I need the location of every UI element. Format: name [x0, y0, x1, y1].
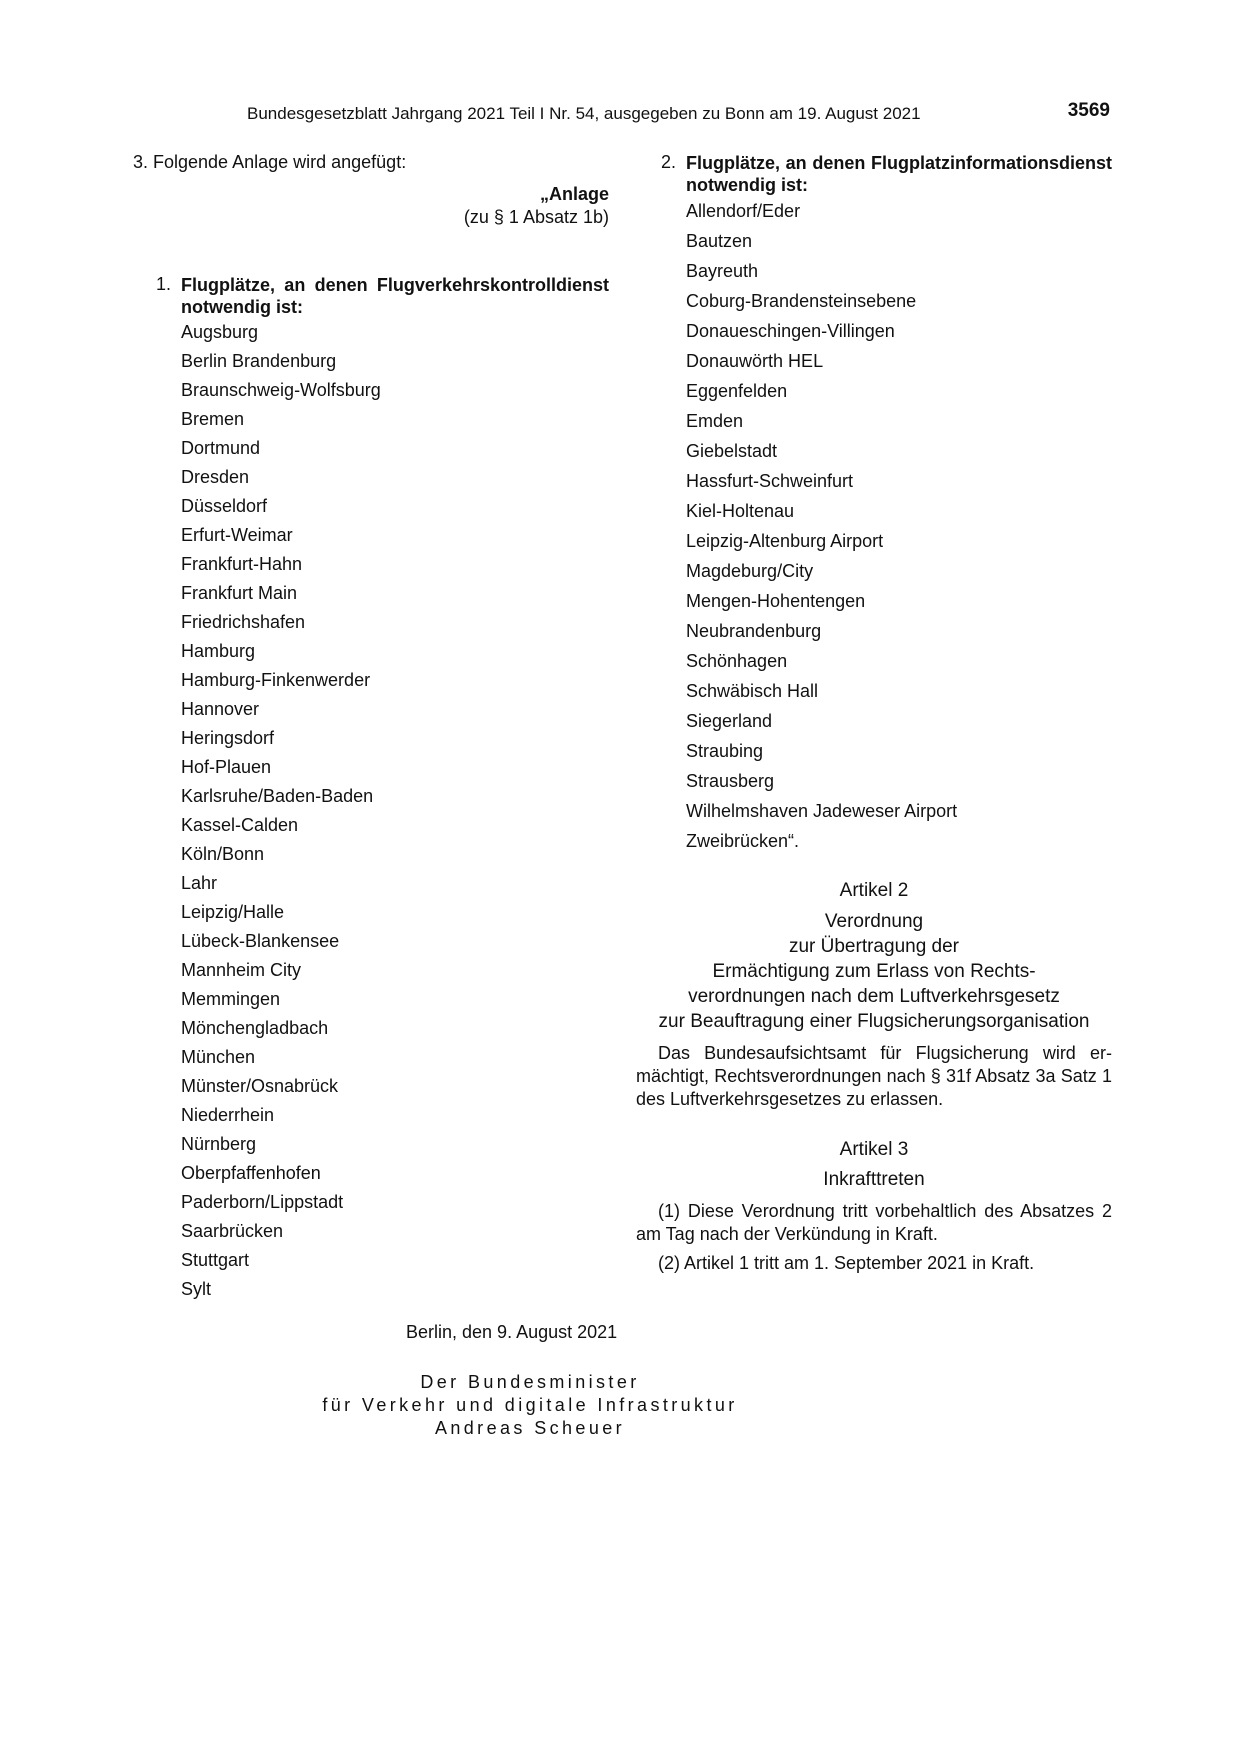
airport-list-information — [686, 196, 1112, 856]
artikel-2 — [636, 878, 1112, 1111]
airport-list-item: Hannover — [181, 699, 260, 719]
section-heading: Flugplätze, an denen Flugplatzinformationsdienst notwendig ist: — [686, 153, 1112, 195]
airport-list-item: Zweibrücken“. — [686, 831, 800, 851]
artikel-title-line: Verordnung — [824, 911, 924, 932]
airport-list-item: Stuttgart — [181, 1250, 250, 1270]
section-1 — [133, 274, 609, 1304]
section-heading: Flugplätze, an denen Flugverkehrskontrolldienst notwendig ist: — [181, 275, 609, 317]
airport-list-item: Schwäbisch Hall — [686, 681, 819, 701]
artikel-title-line: zur Beauftragung einer Flugsicherungsorganisation — [658, 1011, 1090, 1032]
place-date: Berlin, den 9. August 2021 — [406, 1322, 618, 1342]
section-number: 1. — [156, 274, 172, 294]
airport-list-item: Paderborn/Lippstadt — [181, 1192, 344, 1212]
airport-list-item: Mannheim City — [181, 960, 302, 980]
artikel-text: Das Bundesaufsichtsamt für Flugsicherung wird ermächtigt, Rechtsverordnungen nach § 31f Absatz 3a Satz 1 des Luftverkehrsgesetzes zu erlassen. — [636, 1043, 1112, 1109]
airport-list-item: Lahr — [181, 873, 218, 893]
airport-list-item: Coburg-Brandensteinsebene — [686, 291, 917, 311]
airport-list-item: Saarbrücken — [181, 1221, 284, 1241]
signer-title: Der Bundesminister — [420, 1372, 640, 1392]
artikel-title: Inkrafttreten — [823, 1169, 925, 1190]
airport-list-item: Donauwörth HEL — [686, 351, 824, 371]
airport-list-item: Oberpfaffenhofen — [181, 1163, 321, 1183]
amendment-intro: 3. Folgende Anlage wird angefügt: — [133, 152, 407, 172]
airport-list-item: München — [181, 1047, 256, 1067]
airport-list-item: Augsburg — [181, 322, 259, 342]
artikel-paragraph-2: (2) Artikel 1 tritt am 1. September 2021 in Kraft. — [658, 1253, 1035, 1273]
airport-list-item: Schönhagen — [686, 651, 788, 671]
airport-list-item: Allendorf/Eder — [686, 201, 801, 221]
artikel-title-line: Ermächtigung zum Erlass von Rechts- — [712, 961, 1036, 982]
left-column — [133, 152, 609, 1304]
airport-list-item: Giebelstadt — [686, 441, 778, 461]
airport-list-item: Berlin Brandenburg — [181, 351, 337, 371]
airport-list-item: Kassel-Calden — [181, 815, 299, 835]
section-number: 2. — [661, 152, 677, 172]
anlage-title: „Anlage — [539, 184, 609, 204]
airport-list-item: Köln/Bonn — [181, 844, 265, 864]
airport-list-item: Düsseldorf — [181, 496, 268, 516]
airport-list-item: Nürnberg — [181, 1134, 257, 1154]
airport-list-item: Wilhelmshaven Jadeweser Airport — [686, 801, 958, 821]
artikel-title — [636, 909, 1112, 1034]
airport-list-item: Mengen-Hohentengen — [686, 591, 866, 611]
artikel-paragraph-1: (1) Diese Verordnung tritt vorbehaltlich des Absatzes 2 am Tag nach der Verkündung in Kraft. — [636, 1201, 1112, 1244]
right-column — [636, 152, 1112, 1275]
airport-list-item: Strausberg — [686, 771, 775, 791]
running-title: Bundesgesetzblatt Jahrgang 2021 Teil I Nr. 54, ausgegeben zu Bonn am 19. August 2021 — [247, 104, 921, 123]
section-2 — [636, 152, 1112, 856]
airport-list-item: Straubing — [686, 741, 764, 761]
airport-list-item: Emden — [686, 411, 744, 431]
airport-list-item: Bautzen — [686, 231, 753, 251]
airport-list-item: Braunschweig-Wolfsburg — [181, 380, 381, 400]
airport-list-item: Frankfurt Main — [181, 583, 298, 603]
airport-list-item: Memmingen — [181, 989, 281, 1009]
airport-list-item: Leipzig-Altenburg Airport — [686, 531, 884, 551]
airport-list-item: Karlsruhe/Baden-Baden — [181, 786, 374, 806]
airport-list-item: Heringsdorf — [181, 728, 275, 748]
airport-list-item: Magdeburg/City — [686, 561, 814, 581]
airport-list-item: Erfurt-Weimar — [181, 525, 293, 545]
airport-list-item: Kiel-Holtenau — [686, 501, 795, 521]
page-number: 3569 — [1067, 100, 1110, 121]
airport-list-item: Hamburg — [181, 641, 256, 661]
airport-list-item: Hamburg-Finkenwerder — [181, 670, 371, 690]
artikel-label: Artikel 2 — [839, 880, 909, 901]
airport-list-item: Hof-Plauen — [181, 757, 272, 777]
airport-list-item: Dresden — [181, 467, 250, 487]
airport-list-item: Bremen — [181, 409, 245, 429]
airport-list-item: Eggenfelden — [686, 381, 788, 401]
artikel-3 — [636, 1137, 1112, 1275]
airport-list-item: Leipzig/Halle — [181, 902, 285, 922]
artikel-title-line: verordnungen nach dem Luftverkehrsgesetz — [688, 986, 1060, 1007]
airport-list-item: Sylt — [181, 1279, 212, 1299]
signer-ministry: für Verkehr und digitale Infrastruktur — [322, 1395, 738, 1415]
artikel-title-line: zur Übertragung der — [788, 936, 960, 957]
airport-list-item: Niederrhein — [181, 1105, 275, 1125]
airport-list-item: Mönchengladbach — [181, 1018, 329, 1038]
airport-list-item: Bayreuth — [686, 261, 759, 281]
airport-list-item: Dortmund — [181, 438, 261, 458]
airport-list-item: Hassfurt-Schweinfurt — [686, 471, 854, 491]
anlage-reference: (zu § 1 Absatz 1b) — [463, 207, 609, 227]
airport-list-item: Friedrichshafen — [181, 612, 306, 632]
signer-name: Andreas Scheuer — [434, 1418, 626, 1438]
airport-list-item: Neubrandenburg — [686, 621, 822, 641]
airport-list-control — [181, 318, 609, 1304]
airport-list-item: Lübeck-Blankensee — [181, 931, 340, 951]
airport-list-item: Münster/Osnabrück — [181, 1076, 339, 1096]
airport-list-item: Donaueschingen-Villingen — [686, 321, 895, 341]
airport-list-item: Frankfurt-Hahn — [181, 554, 303, 574]
airport-list-item: Siegerland — [686, 711, 773, 731]
artikel-label: Artikel 3 — [839, 1139, 909, 1160]
